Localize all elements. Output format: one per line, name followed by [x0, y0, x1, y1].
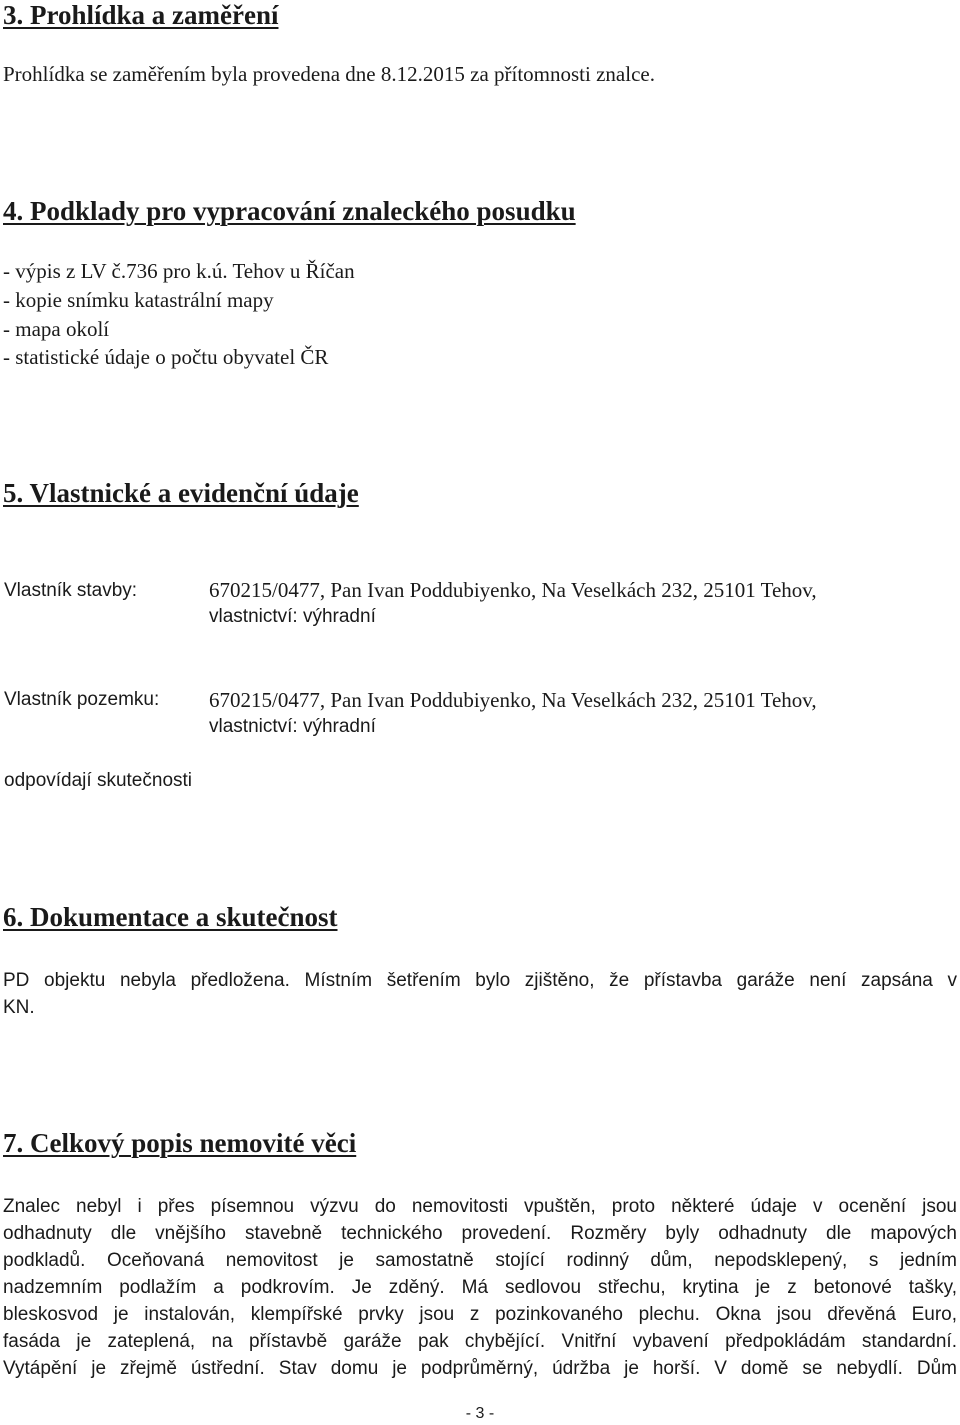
- section-3-heading: 3. Prohlídka a zaměření: [3, 0, 279, 30]
- text-line: Vytápění je zřejmě ústřední. Stav domu je podprůměrný, údržba je horší. V domě se nebydlí. Dům: [3, 1358, 957, 1379]
- section-6-heading: 6. Dokumentace a skutečnost: [3, 902, 338, 932]
- text-line: bleskosvod je instalován, klempířské prvky jsou z pozinkovaného plechu. Okna jsou dřevěná Euro,: [3, 1304, 957, 1325]
- section-7-heading: 7. Celkový popis nemovité věci: [3, 1128, 357, 1158]
- owner-land-value: 670215/0477, Pan Ivan Poddubiyenko, Na Veselkách 232, 25101 Tehov,: [209, 688, 817, 712]
- owner-land-label: Vlastník pozemku:: [4, 689, 160, 710]
- text-line: PD objektu nebyla předložena. Místním šetřením bylo zjištěno, že přístavba garáže není zapsána v: [3, 970, 957, 991]
- text-line: Znalec nebyl i přes písemnou výzvu do nemovitosti vpuštěn, proto některé údaje v ocenění jsou: [3, 1196, 957, 1217]
- list-item: - kopie snímku katastrální mapy: [3, 288, 274, 312]
- section-6-text: [3, 967, 957, 1021]
- text-line: fasáda je zateplená, na přístavbě garáže pak chybějící. Vnitřní vybavení předpokládám standardní.: [3, 1331, 957, 1352]
- owner-building-value: 670215/0477, Pan Ivan Poddubiyenko, Na Veselkách 232, 25101 Tehov,: [209, 578, 817, 602]
- owner-building-ownership: vlastnictví: výhradní: [209, 606, 376, 627]
- text-line: podkladů. Oceňovaná nemovitost je samostatně stojící rodinný dům, nepodsklepený, s jedním: [3, 1250, 957, 1271]
- section-3-text: Prohlídka se zaměřením byla provedena dne 8.12.2015 za přítomnosti znalce.: [3, 62, 655, 86]
- list-item: - výpis z LV č.736 pro k.ú. Tehov u Říčan: [3, 259, 355, 283]
- text-line: KN.: [3, 997, 35, 1018]
- list-item: - statistické údaje o počtu obyvatel ČR: [3, 345, 329, 369]
- list-item: - mapa okolí: [3, 317, 110, 341]
- text-line: odhadnuty dle vnějšího stavebně technického provedení. Rozměry byly odhadnuty dle mapových: [3, 1223, 957, 1244]
- owner-building-label: Vlastník stavby:: [4, 580, 138, 601]
- section-7-text: [3, 1193, 957, 1382]
- ownership-note: odpovídají skutečnosti: [4, 770, 193, 791]
- section-5-heading: 5. Vlastnické a evidenční údaje: [3, 478, 359, 508]
- section-4-heading: 4. Podklady pro vypracování znaleckého posudku: [3, 196, 576, 226]
- page-number: - 3 -: [465, 1405, 495, 1422]
- text-line: nadzemním podlažím a podkrovím. Je zděný. Má sedlovou střechu, krytina je z betonové tašky,: [3, 1277, 957, 1298]
- owner-land-ownership: vlastnictví: výhradní: [209, 716, 376, 737]
